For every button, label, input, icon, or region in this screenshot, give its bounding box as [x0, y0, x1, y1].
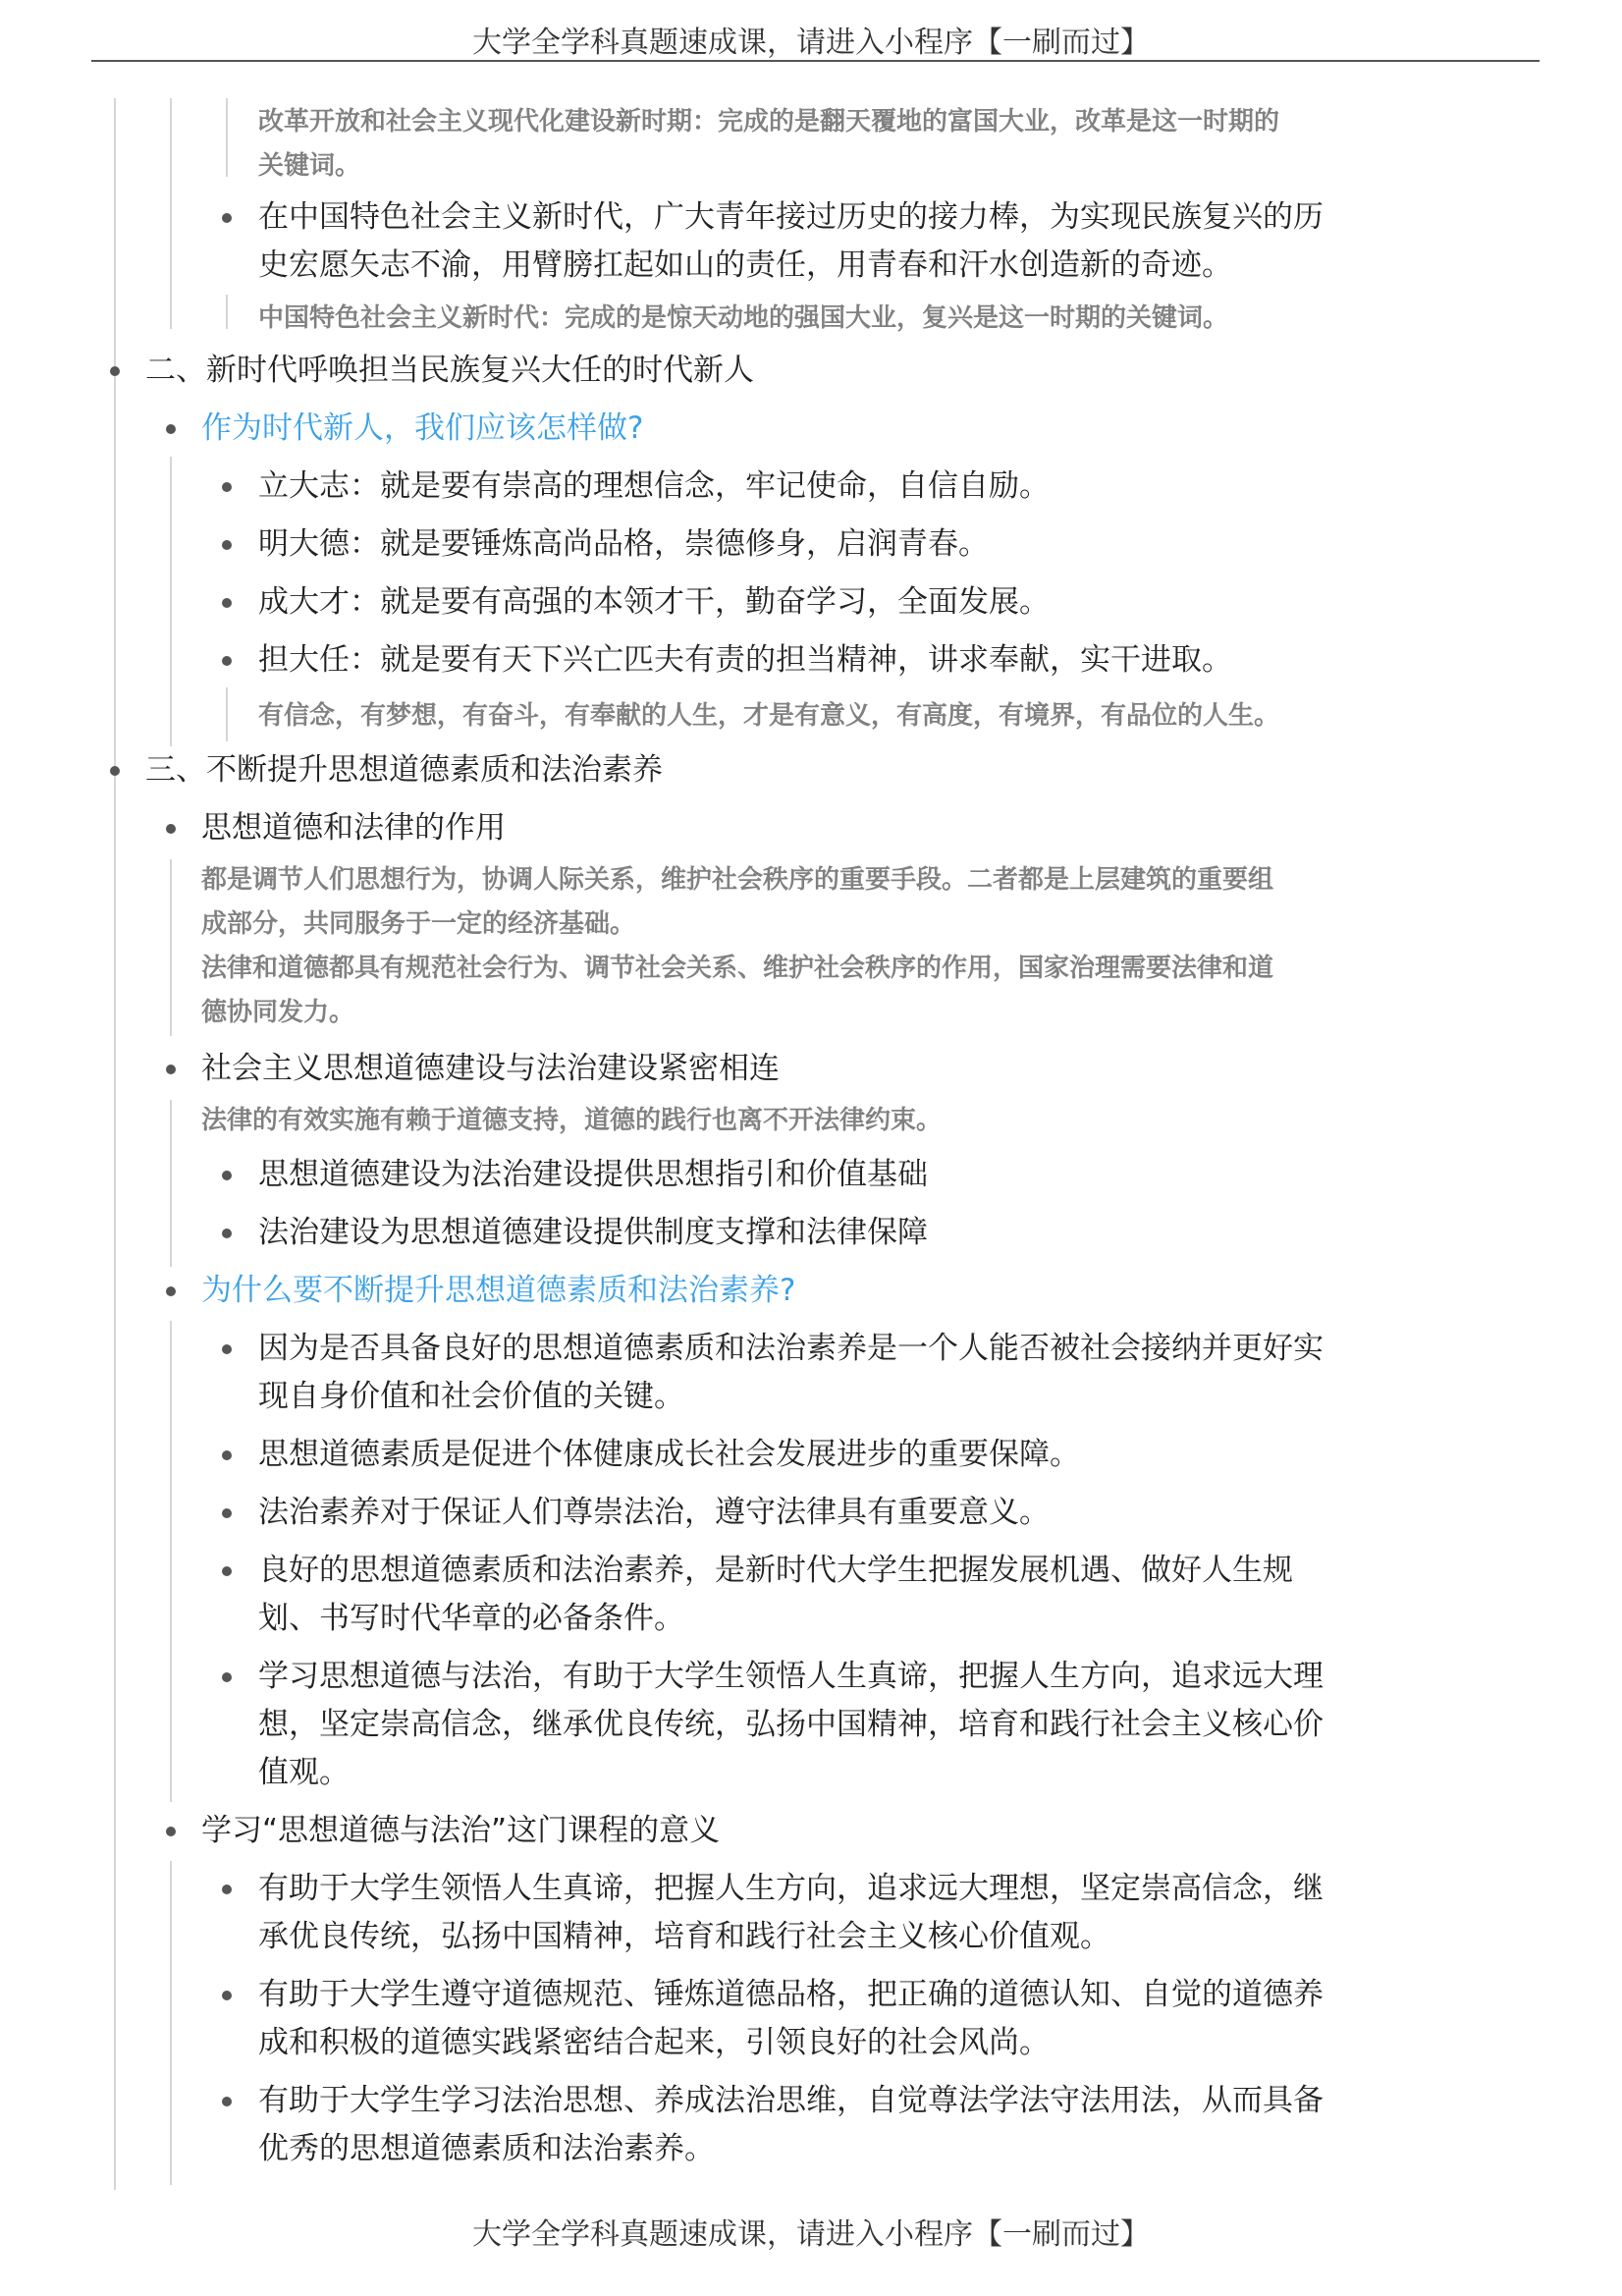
list-item: 现自身价值和社会价值的关键。: [258, 1379, 684, 1414]
bullet-dot: [222, 1885, 232, 1894]
list-item: 思想道德素质是促进个体健康成长社会发展进步的重要保障。: [258, 1437, 1080, 1472]
list-item: 想，坚定崇高信念，继承优良传统，弘扬中国精神，培育和践行社会主义核心价: [258, 1707, 1324, 1742]
list-item: 立大志：就是要有崇高的理想信念，牢记使命，自信自励。: [258, 468, 1050, 504]
bullet-dot: [222, 1229, 232, 1238]
bullet-dot: [222, 213, 232, 223]
list-item: 有助于大学生遵守道德规范、锤炼道德品格，把正确的道德认知、自觉的道德养: [258, 1977, 1324, 2012]
list-item: 在中国特色社会主义新时代，广大青年接过历史的接力棒，为实现民族复兴的历: [258, 199, 1324, 235]
question-heading-why: 为什么要不断提升思想道德素质和法治素养?: [201, 1273, 796, 1308]
section-heading-2: 二、新时代呼唤担当民族复兴大任的时代新人: [145, 353, 754, 388]
outline-guide-l2-role: [170, 859, 172, 1036]
bullet-dot: [166, 1065, 176, 1074]
bullet-dot: [166, 824, 176, 834]
outline-guide-l2-top: [170, 98, 172, 329]
header-divider: [91, 60, 1540, 62]
bullet-dot: [222, 1566, 232, 1576]
list-item: 成和积极的道德实践紧密结合起来，引领良好的社会风尚。: [258, 2025, 1050, 2060]
list-item: 法治建设为思想道德建设提供制度支撑和法律保障: [258, 1215, 928, 1250]
bullet-dot: [166, 1827, 176, 1836]
section-heading-3: 三、不断提升思想道德素质和法治素养: [145, 752, 663, 788]
list-item: 法治素养对于保证人们尊崇法治，遵守法律具有重要意义。: [258, 1495, 1050, 1530]
outline-guide-l2-why: [170, 1321, 172, 1802]
outline-guide-l3-top2: [226, 295, 228, 329]
bullet-dot: [110, 766, 120, 776]
bullet-dot: [222, 1991, 232, 2000]
list-item: 因为是否具备良好的思想道德素质和法治素养是一个人能否被社会接纳并更好实: [258, 1331, 1324, 1366]
bullet-dot: [222, 482, 232, 492]
note-role: 德协同发力。: [201, 998, 355, 1027]
subheading-link: 社会主义思想道德建设与法治建设紧密相连: [201, 1051, 780, 1086]
list-item: 明大德：就是要锤炼高尚品格，崇德修身，启润青春。: [258, 526, 989, 562]
list-item: 史宏愿矢志不渝，用臂膀扛起如山的责任，用青春和汗水创造新的奇迹。: [258, 247, 1232, 283]
list-item: 优秀的思想道德素质和法治素养。: [258, 2131, 715, 2166]
note-role: 法律和道德都具有规范社会行为、调节社会关系、维护社会秩序的作用，国家治理需要法律和道: [201, 954, 1274, 983]
page-header: 大学全学科真题速成课，请进入小程序【一刷而过】: [472, 26, 1150, 60]
bullet-dot: [166, 1286, 176, 1296]
outline-guide-l3-top: [226, 98, 228, 177]
list-item: 有助于大学生学习法治思想、养成法治思维，自觉尊法学法守法用法，从而具备: [258, 2083, 1324, 2118]
note-new-era: 中国特色社会主义新时代：完成的是惊天动地的强国大业，复兴是这一时期的关键词。: [258, 303, 1229, 333]
bullet-dot: [110, 366, 120, 376]
bullet-dot: [222, 598, 232, 608]
list-item: 划、书写时代华章的必备条件。: [258, 1601, 684, 1636]
outline-guide-l1: [114, 98, 116, 2190]
subheading-role: 思想道德和法律的作用: [201, 810, 506, 846]
bullet-dot: [222, 1508, 232, 1518]
list-item: 良好的思想道德素质和法治素养，是新时代大学生把握发展机遇、做好人生规: [258, 1553, 1293, 1588]
note-reform-era: 关键词。: [258, 151, 361, 181]
list-item: 思想道德建设为法治建设提供思想指引和价值基础: [258, 1157, 928, 1192]
bullet-dot: [166, 424, 176, 434]
list-item: 担大任：就是要有天下兴亡匹夫有责的担当精神，讲求奉献，实干进取。: [258, 642, 1232, 678]
outline-guide-l2-sec2: [170, 457, 172, 746]
question-heading-new-people: 作为时代新人，我们应该怎样做?: [201, 410, 644, 446]
note-reform-era: 改革开放和社会主义现代化建设新时期：完成的是翻天覆地的富国大业，改革是这一时期的: [258, 107, 1280, 137]
list-item: 有助于大学生领悟人生真谛，把握人生方向，追求远大理想，坚定崇高信念，继: [258, 1871, 1324, 1906]
bullet-dot: [222, 1450, 232, 1460]
list-item: 值观。: [258, 1755, 350, 1790]
subheading-course: 学习“思想道德与法治”这门课程的意义: [201, 1813, 721, 1848]
note-meaningful-life: 有信念，有梦想，有奋斗，有奉献的人生，才是有意义，有高度，有境界，有品位的人生。: [258, 701, 1280, 731]
outline-guide-l3-sec2: [226, 687, 228, 741]
list-item: 学习思想道德与法治，有助于大学生领悟人生真谛，把握人生方向，追求远大理: [258, 1659, 1324, 1694]
note-role: 都是调节人们思想行为，协调人际关系，维护社会秩序的重要手段。二者都是上层建筑的重要组: [201, 865, 1274, 895]
bullet-dot: [222, 2097, 232, 2106]
bullet-dot: [222, 1344, 232, 1354]
page-footer: 大学全学科真题速成课，请进入小程序【一刷而过】: [472, 2217, 1150, 2252]
list-item: 承优良传统，弘扬中国精神，培育和践行社会主义核心价值观。: [258, 1919, 1110, 1954]
outline-guide-l2-course: [170, 1861, 172, 2185]
bullet-dot: [222, 1672, 232, 1682]
bullet-dot: [222, 540, 232, 550]
bullet-dot: [222, 1171, 232, 1180]
list-item: 成大才：就是要有高强的本领才干，勤奋学习，全面发展。: [258, 584, 1050, 620]
note-link: 法律的有效实施有赖于道德支持，道德的践行也离不开法律约束。: [201, 1106, 943, 1135]
bullet-dot: [222, 656, 232, 666]
note-role: 成部分，共同服务于一定的经济基础。: [201, 909, 636, 939]
outline-guide-l2-link: [170, 1100, 172, 1267]
